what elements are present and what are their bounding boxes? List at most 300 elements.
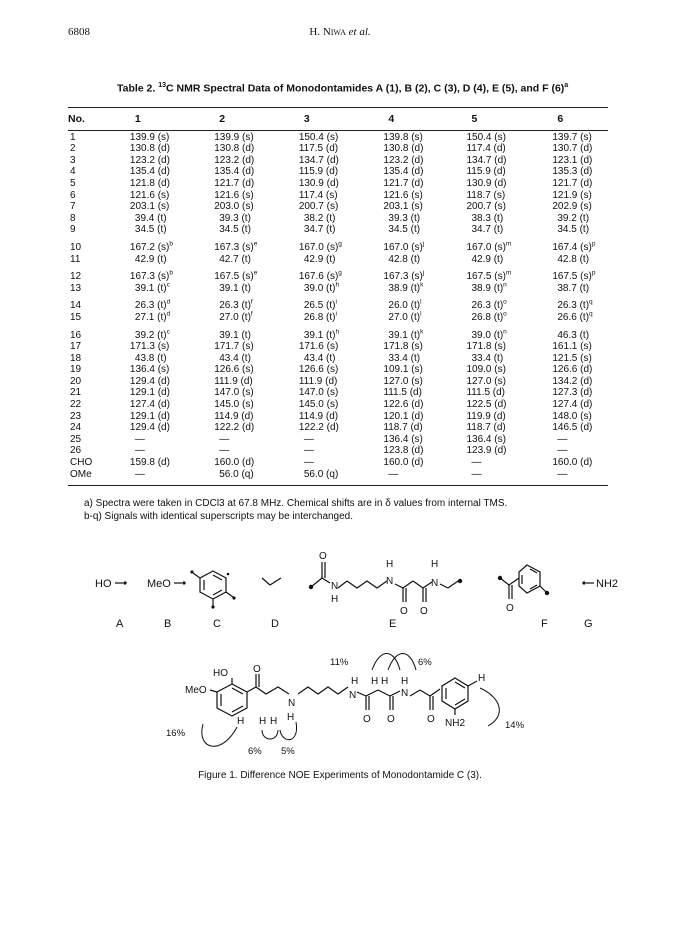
shift-cell bbox=[354, 166, 437, 178]
shift-cell bbox=[101, 178, 185, 190]
cell-superscript: f bbox=[250, 310, 253, 318]
cell-value: 38.3 (t) bbox=[471, 212, 504, 224]
table-row bbox=[68, 411, 608, 423]
atom-h: H bbox=[381, 676, 389, 687]
column-header: 3 bbox=[303, 113, 310, 125]
cell-value: 115.9 (d) bbox=[466, 166, 506, 178]
cell-value: 23 bbox=[70, 410, 82, 422]
shift-cell bbox=[101, 341, 185, 353]
table-row bbox=[68, 283, 608, 295]
cell-value: 33.4 (t) bbox=[388, 352, 421, 364]
cell-value: 129.1 (d) bbox=[129, 410, 170, 422]
row-label-cell bbox=[68, 324, 101, 342]
cell-value: 167.0 (s) bbox=[383, 241, 423, 253]
noe-atom-labels bbox=[185, 664, 485, 729]
fragment-e-labels bbox=[319, 551, 438, 617]
shift-cell bbox=[101, 236, 185, 254]
shift-cell bbox=[270, 265, 355, 283]
shift-cell bbox=[101, 132, 185, 144]
cell-value: 121.7 (d) bbox=[383, 177, 424, 189]
row-label-cell bbox=[68, 341, 101, 353]
cell-value: 39.0 (t) bbox=[303, 282, 336, 294]
cell-value: 200.7 (s) bbox=[466, 201, 506, 213]
noe-label: 16% bbox=[166, 728, 186, 739]
shift-cell bbox=[185, 324, 270, 342]
shift-cell bbox=[523, 132, 608, 144]
shift-cell bbox=[101, 324, 185, 342]
shift-cell bbox=[270, 399, 355, 411]
noe-label: 14% bbox=[505, 720, 525, 731]
cell-value: 38.7 (t) bbox=[557, 282, 590, 294]
page-number: 6808 bbox=[68, 26, 90, 38]
table-body bbox=[68, 132, 608, 481]
cell-value: — bbox=[134, 445, 145, 457]
shift-cell bbox=[185, 422, 270, 434]
table-row bbox=[68, 434, 608, 446]
cell-value: 167.0 (s) bbox=[466, 241, 506, 253]
cell-value: 24 bbox=[70, 422, 82, 434]
shift-cell bbox=[523, 457, 608, 469]
cell-value: 121.7 (d) bbox=[214, 177, 255, 189]
shift-cell bbox=[101, 469, 185, 481]
shift-cell bbox=[354, 312, 437, 324]
shift-cell bbox=[354, 213, 437, 225]
cell-value: 39.1 (t) bbox=[303, 329, 336, 341]
cell-value: 203.1 (s) bbox=[383, 201, 423, 213]
shift-cell bbox=[437, 422, 523, 434]
shift-cell bbox=[523, 294, 608, 312]
atom-o: O bbox=[420, 606, 428, 617]
cell-value: 111.5 (d) bbox=[383, 387, 422, 399]
cell-superscript: l bbox=[420, 298, 422, 306]
cell-value: 19 bbox=[70, 364, 82, 376]
row-label-cell bbox=[68, 353, 101, 365]
table-row bbox=[68, 341, 608, 353]
cell-value: 130.8 (d) bbox=[214, 143, 255, 155]
row-label-cell bbox=[68, 254, 101, 266]
shift-cell bbox=[437, 434, 523, 446]
cell-value: 127.0 (s) bbox=[383, 375, 423, 387]
table-footnotes bbox=[84, 497, 624, 523]
shift-cell bbox=[270, 364, 355, 376]
cell-value: 16 bbox=[70, 329, 82, 341]
row-label-cell bbox=[68, 422, 101, 434]
shift-cell bbox=[185, 294, 270, 312]
cell-value: 26.8 (t) bbox=[303, 311, 336, 323]
column-header: 4 bbox=[388, 113, 395, 125]
cell-superscript: q bbox=[589, 298, 593, 306]
cell-value: 203.1 (s) bbox=[129, 201, 170, 213]
atom-h: H bbox=[371, 676, 379, 687]
cell-value: CHO bbox=[70, 457, 93, 469]
row-label-cell bbox=[68, 434, 101, 446]
shift-cell bbox=[437, 457, 523, 469]
shift-cell bbox=[270, 324, 355, 342]
row-label-cell bbox=[68, 190, 101, 202]
row-label-cell bbox=[68, 312, 101, 324]
shift-cell bbox=[101, 201, 185, 213]
shift-cell bbox=[523, 364, 608, 376]
shift-cell bbox=[354, 236, 437, 254]
shift-cell bbox=[523, 324, 608, 342]
table-top-rule bbox=[68, 107, 608, 108]
cell-value: 171.7 (s) bbox=[214, 341, 254, 353]
cell-value: 5 bbox=[70, 177, 76, 189]
cell-value: 145.0 (s) bbox=[298, 399, 339, 411]
noe-label: 11% bbox=[330, 657, 349, 668]
shift-cell bbox=[354, 364, 437, 376]
atom-o: O bbox=[506, 603, 514, 614]
cell-value: 130.7 (d) bbox=[552, 143, 593, 155]
shift-cell bbox=[437, 283, 523, 295]
cell-superscript: g bbox=[338, 240, 342, 248]
shift-cell bbox=[101, 434, 185, 446]
meo-label: MeO bbox=[147, 578, 171, 590]
shift-cell bbox=[523, 155, 608, 167]
shift-cell bbox=[185, 155, 270, 167]
cell-value: 171.8 (s) bbox=[466, 341, 506, 353]
shift-cell bbox=[270, 224, 355, 236]
shift-cell bbox=[437, 312, 523, 324]
cell-value: 171.8 (s) bbox=[383, 341, 423, 353]
cell-superscript: m bbox=[505, 269, 512, 277]
cell-value: 9 bbox=[70, 224, 76, 236]
shift-cell bbox=[437, 265, 523, 283]
cell-value: — bbox=[388, 468, 399, 480]
cell-value: 26.6 (t) bbox=[557, 311, 590, 323]
cell-value: 121.6 (s) bbox=[129, 189, 170, 201]
cell-value: 136.4 (s) bbox=[129, 364, 170, 376]
shift-cell bbox=[354, 224, 437, 236]
shift-cell bbox=[523, 387, 608, 399]
ho-label: HO bbox=[95, 578, 112, 590]
shift-cell bbox=[270, 341, 355, 353]
cell-value: 123.8 (d) bbox=[383, 445, 424, 457]
shift-cell bbox=[270, 445, 355, 457]
table-row bbox=[68, 399, 608, 411]
row-label-cell bbox=[68, 469, 101, 481]
cell-value: 39.2 (t) bbox=[134, 329, 167, 341]
cell-value: 22 bbox=[70, 399, 82, 411]
shift-cell bbox=[185, 341, 270, 353]
cell-value: 26.0 (t) bbox=[388, 300, 421, 312]
cell-value: 136.4 (s) bbox=[383, 433, 423, 445]
atom-n: N bbox=[431, 578, 439, 589]
table-header-row bbox=[68, 112, 608, 132]
table-row bbox=[68, 132, 608, 144]
cell-value: 39.1 (t) bbox=[134, 282, 167, 294]
shift-cell bbox=[270, 422, 355, 434]
cell-value: 39.0 (t) bbox=[471, 329, 504, 341]
table-bottom-rule bbox=[68, 485, 608, 486]
shift-cell bbox=[270, 143, 355, 155]
cell-value: 115.9 (d) bbox=[298, 166, 339, 178]
cell-value: — bbox=[219, 433, 230, 445]
shift-cell bbox=[101, 422, 185, 434]
row-label-cell bbox=[68, 166, 101, 178]
atom-h: H bbox=[237, 716, 245, 727]
table-row bbox=[68, 469, 608, 481]
shift-cell bbox=[185, 236, 270, 254]
shift-cell bbox=[437, 445, 523, 457]
shift-cell bbox=[354, 132, 437, 144]
shift-cell bbox=[185, 166, 270, 178]
table-caption bbox=[117, 82, 637, 95]
shift-cell bbox=[270, 294, 355, 312]
cell-value: 14 bbox=[70, 300, 82, 312]
table-row bbox=[68, 155, 608, 167]
row-label-cell bbox=[68, 387, 101, 399]
shift-cell bbox=[101, 190, 185, 202]
cell-value: 111.9 (d) bbox=[298, 375, 338, 387]
shift-cell bbox=[523, 213, 608, 225]
column-header: 1 bbox=[134, 113, 141, 125]
cell-value: 123.2 (d) bbox=[129, 154, 170, 166]
atom-o: O bbox=[427, 714, 435, 725]
cell-value: 122.2 (d) bbox=[214, 422, 255, 434]
shift-cell bbox=[354, 155, 437, 167]
column-header: 2 bbox=[219, 113, 226, 125]
cell-value: 27.0 (t) bbox=[219, 311, 251, 323]
row-label-cell bbox=[68, 155, 101, 167]
cell-value: 117.4 (d) bbox=[466, 143, 506, 155]
cell-value: 114.9 (d) bbox=[214, 410, 254, 422]
shift-cell bbox=[354, 457, 437, 469]
atom-o: O bbox=[387, 714, 395, 725]
shift-cell bbox=[523, 178, 608, 190]
cell-value: 171.6 (s) bbox=[298, 341, 339, 353]
fragment-letter: A bbox=[116, 618, 124, 630]
cell-value: 200.7 (s) bbox=[298, 201, 339, 213]
shift-cell bbox=[523, 445, 608, 457]
cell-value: 118.7 (d) bbox=[466, 422, 506, 434]
shift-cell bbox=[270, 190, 355, 202]
shift-cell bbox=[185, 411, 270, 423]
shift-cell bbox=[437, 213, 523, 225]
shift-cell bbox=[523, 353, 608, 365]
shift-cell bbox=[523, 236, 608, 254]
fragment-c-benzene bbox=[193, 571, 233, 606]
cell-superscript: f bbox=[250, 298, 253, 306]
cell-value: 167.6 (s) bbox=[298, 271, 339, 283]
fragment-a bbox=[95, 578, 127, 590]
shift-cell bbox=[101, 224, 185, 236]
cell-value: 42.8 (t) bbox=[557, 253, 590, 265]
shift-cell bbox=[354, 178, 437, 190]
atom-h: H bbox=[401, 676, 409, 687]
cell-value: 26.8 (t) bbox=[471, 311, 504, 323]
authors-name: H. Niwa bbox=[309, 26, 346, 38]
shift-cell bbox=[270, 469, 355, 481]
cell-value: 42.9 (t) bbox=[303, 253, 336, 265]
shift-cell bbox=[354, 353, 437, 365]
shift-cell bbox=[270, 353, 355, 365]
table-row bbox=[68, 190, 608, 202]
shift-cell bbox=[185, 353, 270, 365]
cell-value: 167.2 (s) bbox=[129, 241, 170, 253]
shift-cell bbox=[523, 399, 608, 411]
cell-value: 123.1 (d) bbox=[552, 154, 593, 166]
table-row bbox=[68, 387, 608, 399]
nh2-label: NH2 bbox=[596, 578, 619, 590]
shift-cell bbox=[270, 312, 355, 324]
shift-cell bbox=[437, 324, 523, 342]
shift-cell bbox=[437, 236, 523, 254]
shift-cell bbox=[101, 155, 185, 167]
shift-cell bbox=[101, 445, 185, 457]
cell-value: 150.4 (s) bbox=[466, 131, 506, 143]
cell-value: 34.5 (t) bbox=[557, 224, 590, 236]
cell-value: 160.0 (d) bbox=[383, 457, 424, 469]
cell-value: 139.8 (s) bbox=[383, 131, 423, 143]
cell-value: 109.1 (s) bbox=[383, 364, 423, 376]
shift-cell bbox=[101, 265, 185, 283]
cell-value: 126.6 (s) bbox=[298, 364, 339, 376]
shift-cell bbox=[437, 294, 523, 312]
shift-cell bbox=[101, 457, 185, 469]
row-label-cell bbox=[68, 265, 101, 283]
row-label-cell bbox=[68, 143, 101, 155]
shift-cell bbox=[437, 201, 523, 213]
cell-value: 135.4 (d) bbox=[129, 166, 170, 178]
atom-n: N bbox=[349, 690, 357, 701]
cell-value: 119.9 (d) bbox=[466, 410, 506, 422]
shift-cell bbox=[354, 399, 437, 411]
shift-cell bbox=[437, 190, 523, 202]
shift-cell bbox=[354, 387, 437, 399]
cell-value: 20 bbox=[70, 375, 82, 387]
cell-value: 111.5 (d) bbox=[466, 387, 506, 399]
shift-cell bbox=[523, 201, 608, 213]
shift-cell bbox=[185, 312, 270, 324]
cell-value: 171.3 (s) bbox=[129, 341, 170, 353]
cell-superscript: b bbox=[169, 269, 173, 277]
cell-value: — bbox=[471, 468, 482, 480]
cell-value: 39.1 (t) bbox=[388, 329, 421, 341]
cell-superscript: m bbox=[505, 240, 512, 248]
shift-cell bbox=[101, 254, 185, 266]
cell-value: 203.0 (s) bbox=[214, 201, 254, 213]
shift-cell bbox=[354, 445, 437, 457]
shift-cell bbox=[523, 265, 608, 283]
shift-cell bbox=[270, 132, 355, 144]
cell-superscript: e bbox=[253, 240, 258, 248]
cell-value: 122.6 (d) bbox=[383, 399, 424, 411]
shift-cell bbox=[354, 422, 437, 434]
shift-cell bbox=[185, 399, 270, 411]
shift-cell bbox=[270, 387, 355, 399]
shift-cell bbox=[185, 190, 270, 202]
shift-cell bbox=[185, 265, 270, 283]
cell-value: 27.0 (t) bbox=[388, 311, 421, 323]
cell-value: 11 bbox=[70, 253, 81, 265]
shift-cell bbox=[185, 445, 270, 457]
cell-value: 6 bbox=[70, 189, 76, 201]
fragment-letter: E bbox=[389, 618, 397, 630]
cell-superscript: i bbox=[335, 298, 337, 306]
shift-cell bbox=[354, 411, 437, 423]
cell-superscript: q bbox=[589, 310, 593, 318]
cell-value: 39.3 (t) bbox=[388, 212, 421, 224]
cell-superscript: k bbox=[420, 281, 424, 289]
cell-superscript: k bbox=[420, 328, 424, 336]
fragment-g bbox=[582, 578, 618, 590]
cell-value: 34.5 (t) bbox=[388, 224, 421, 236]
cell-value: 123.9 (d) bbox=[466, 445, 507, 457]
noe-meo: MeO bbox=[185, 685, 207, 696]
cell-value: — bbox=[557, 468, 568, 480]
fragment-letter: F bbox=[541, 618, 548, 630]
cell-value: 7 bbox=[70, 201, 76, 213]
cell-value: 167.3 (s) bbox=[129, 271, 170, 283]
shift-cell bbox=[270, 155, 355, 167]
shift-cell bbox=[270, 213, 355, 225]
cell-superscript: o bbox=[503, 298, 507, 306]
cell-value: 160.0 (d) bbox=[552, 457, 593, 469]
running-header bbox=[0, 26, 680, 42]
shift-cell bbox=[437, 469, 523, 481]
shift-cell bbox=[185, 132, 270, 144]
row-label-cell bbox=[68, 224, 101, 236]
shift-cell bbox=[101, 312, 185, 324]
noe-label: 6% bbox=[418, 657, 432, 668]
cell-value: 135.4 (d) bbox=[383, 166, 424, 178]
shift-cell bbox=[354, 201, 437, 213]
cell-value: 121.8 (d) bbox=[129, 177, 170, 189]
cell-value: 159.8 (d) bbox=[129, 457, 170, 469]
cell-value: 130.9 (d) bbox=[298, 177, 339, 189]
shift-cell bbox=[185, 283, 270, 295]
cell-superscript: l bbox=[420, 310, 422, 318]
shift-cell bbox=[185, 213, 270, 225]
cell-value: 134.7 (d) bbox=[298, 154, 339, 166]
shift-cell bbox=[270, 411, 355, 423]
row-label-cell bbox=[68, 457, 101, 469]
footnote-b: b-q) Signals with identical superscripts may be interchanged. bbox=[84, 511, 354, 522]
table-row bbox=[68, 178, 608, 190]
atom-h: H bbox=[351, 676, 359, 687]
table-row bbox=[68, 213, 608, 225]
table-row bbox=[68, 294, 608, 312]
shift-cell bbox=[270, 236, 355, 254]
cell-superscript: d bbox=[166, 310, 171, 318]
shift-cell bbox=[437, 399, 523, 411]
shift-cell bbox=[523, 254, 608, 266]
shift-cell bbox=[523, 312, 608, 324]
cell-superscript: j bbox=[422, 269, 425, 277]
cell-value: — bbox=[557, 433, 568, 445]
shift-cell bbox=[437, 132, 523, 144]
row-label-cell bbox=[68, 236, 101, 254]
shift-cell bbox=[523, 190, 608, 202]
cell-value: — bbox=[219, 445, 230, 457]
table-row bbox=[68, 224, 608, 236]
shift-cell bbox=[437, 224, 523, 236]
cell-value: 117.4 (s) bbox=[298, 189, 338, 201]
shift-cell bbox=[354, 283, 437, 295]
row-label-cell bbox=[68, 132, 101, 144]
shift-cell bbox=[354, 434, 437, 446]
cell-value: 160.0 (d) bbox=[214, 457, 255, 469]
table-row bbox=[68, 254, 608, 266]
cell-value: — bbox=[134, 468, 145, 480]
fragment-letter: B bbox=[164, 618, 172, 630]
shift-cell bbox=[101, 294, 185, 312]
row-label-cell bbox=[68, 399, 101, 411]
cell-value: 167.0 (s) bbox=[298, 241, 339, 253]
cell-value: 114.9 (d) bbox=[298, 410, 339, 422]
cell-superscript: b bbox=[169, 240, 173, 248]
